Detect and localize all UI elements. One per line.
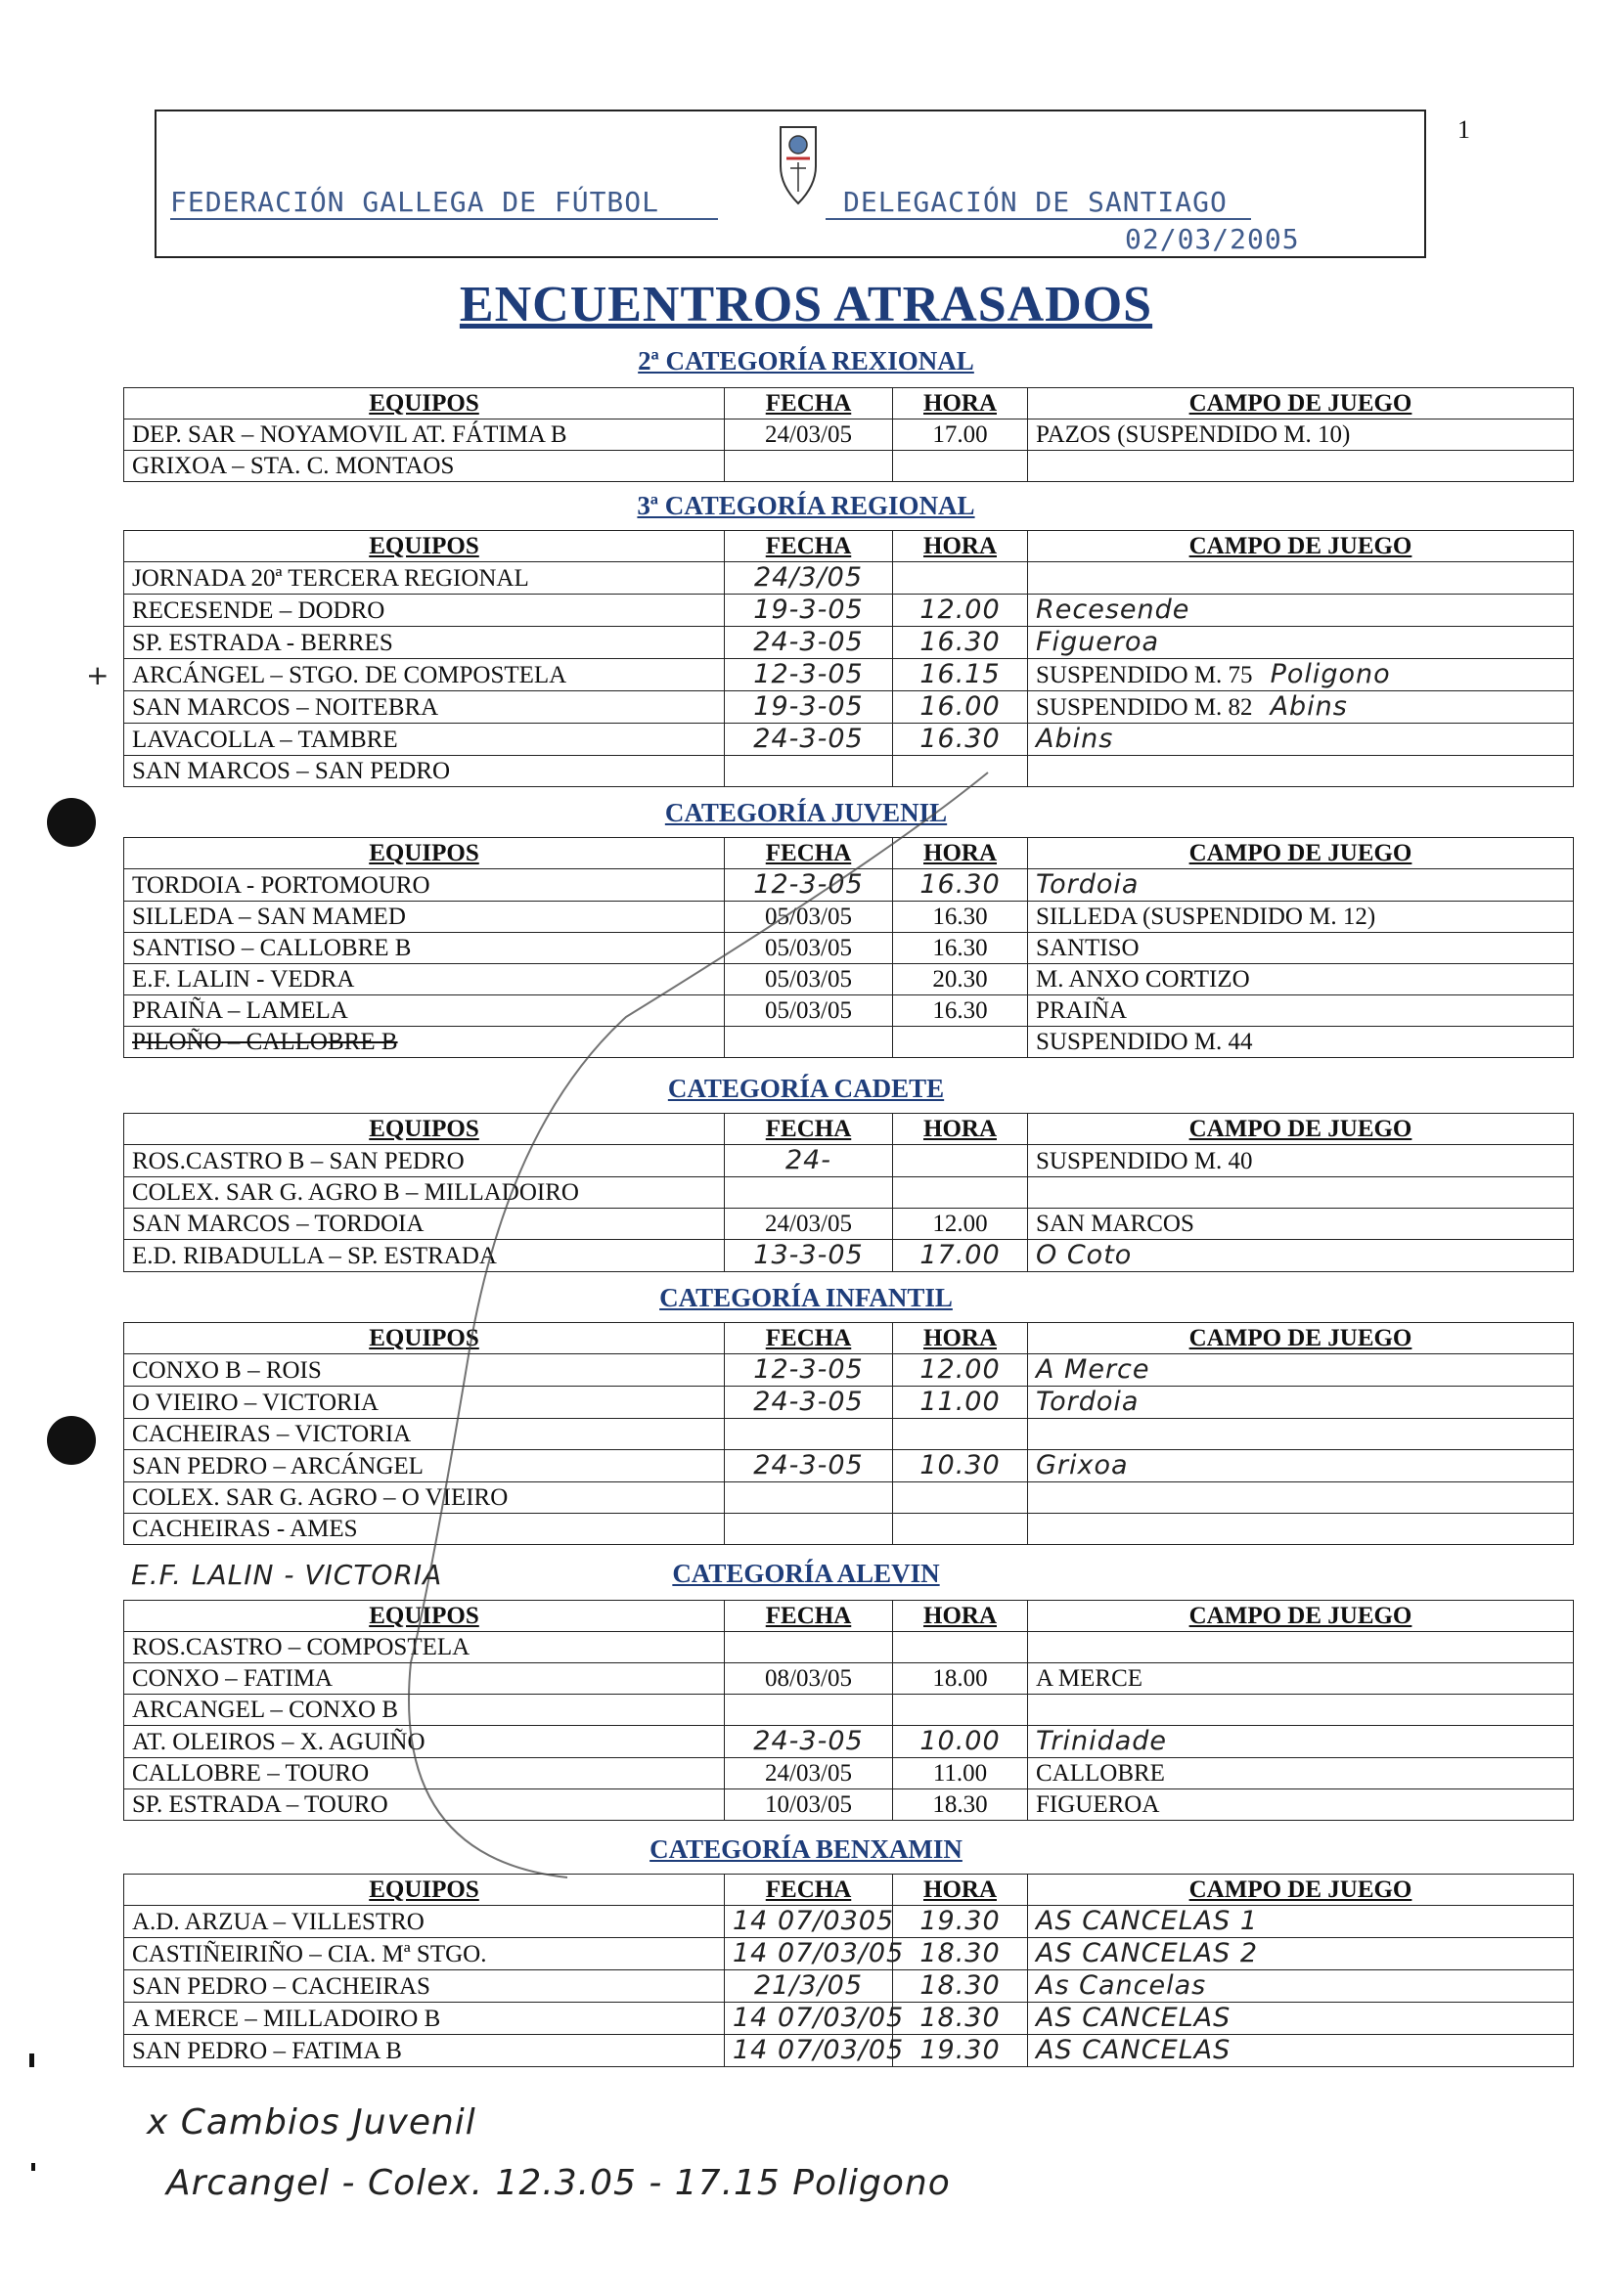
category-title: 2ª CATEGORÍA REXIONAL: [638, 346, 974, 375]
schedule-table: [123, 1113, 1574, 1272]
campo-text: SUSPENDIDO M. 75: [1036, 662, 1253, 688]
cell-hora: 11.00: [893, 1758, 1028, 1789]
handwritten-hora: 16.00: [919, 691, 1001, 722]
cell-fecha: [725, 1240, 893, 1272]
cell-fecha: 10/03/05: [725, 1789, 893, 1821]
table-row: [124, 1177, 1574, 1209]
cell-campo: [1028, 1387, 1574, 1419]
cell-fecha: [725, 1387, 893, 1419]
cell-equipos: GRIXOA – STA. C. MONTAOS: [124, 451, 725, 482]
cell-equipos: LAVACOLLA – TAMBRE: [124, 724, 725, 756]
handwritten-hora: 19.30: [919, 2035, 1001, 2065]
cell-campo: SANTISO: [1028, 933, 1574, 964]
col-fecha-header: FECHA: [725, 838, 893, 869]
cell-hora: [893, 1970, 1028, 2003]
handwritten-hora: 10.30: [919, 1450, 1001, 1480]
cell-equipos: CONXO – FATIMA: [124, 1663, 725, 1695]
table-row: [124, 691, 1574, 724]
col-campo-header: CAMPO DE JUEGO: [1028, 838, 1574, 869]
cell-equipos: SAN PEDRO – ARCÁNGEL: [124, 1450, 725, 1482]
cell-campo: [1028, 724, 1574, 756]
cell-hora: [893, 562, 1028, 595]
cell-hora: [893, 1027, 1028, 1058]
handwritten-campo: As Cancelas: [1036, 1970, 1207, 2001]
cell-campo: [1028, 691, 1574, 724]
cell-campo: [1028, 595, 1574, 627]
col-hora-header: HORA: [893, 838, 1028, 869]
handwritten-fecha: 24-3-05: [753, 1450, 864, 1480]
cell-equipos: ROS.CASTRO – COMPOSTELA: [124, 1632, 725, 1663]
cell-equipos: SAN MARCOS – TORDOIA: [124, 1209, 725, 1240]
cell-campo: M. ANXO CORTIZO: [1028, 964, 1574, 995]
col-equipos-header: EQUIPOS: [124, 838, 725, 869]
cell-campo: [1028, 1632, 1574, 1663]
cell-campo: [1028, 451, 1574, 482]
table-row: [124, 1726, 1574, 1758]
handwritten-campo: Abins: [1036, 724, 1114, 754]
col-equipos-header: EQUIPOS: [124, 1323, 725, 1354]
col-hora-header: HORA: [893, 1323, 1028, 1354]
category-title: CATEGORÍA BENXAMIN: [649, 1834, 963, 1864]
punch-hole: [47, 1416, 96, 1465]
table-header-row: [124, 1601, 1574, 1632]
handwritten-note: Poligono: [1270, 659, 1391, 689]
cell-equipos: SP. ESTRADA - BERRES: [124, 627, 725, 659]
cell-hora: 20.30: [893, 964, 1028, 995]
col-hora-header: HORA: [893, 1875, 1028, 1906]
cell-fecha: [725, 756, 893, 787]
cell-campo: CALLOBRE: [1028, 1758, 1574, 1789]
cell-fecha: [725, 1632, 893, 1663]
cell-equipos: SP. ESTRADA – TOURO: [124, 1789, 725, 1821]
cell-hora: 16.30: [893, 902, 1028, 933]
cell-campo: [1028, 1450, 1574, 1482]
handwritten-hora: 18.30: [919, 2003, 1001, 2033]
cell-hora: [893, 1482, 1028, 1514]
cell-hora: [893, 1938, 1028, 1970]
handwritten-fecha: 24-3-05: [753, 724, 864, 754]
cell-campo: [1028, 1938, 1574, 1970]
cell-fecha: 05/03/05: [725, 902, 893, 933]
cell-equipos: DEP. SAR – NOYAMOVIL AT. FÁTIMA B: [124, 419, 725, 451]
cell-campo: [1028, 1695, 1574, 1726]
cell-campo: A MERCE: [1028, 1663, 1574, 1695]
table-row: [124, 1632, 1574, 1663]
letterhead: [155, 110, 1426, 258]
cell-equipos: ROS.CASTRO B – SAN PEDRO: [124, 1145, 725, 1177]
cell-campo: [1028, 1482, 1574, 1514]
table-row: [124, 1354, 1574, 1387]
margin-tick: [29, 2053, 34, 2067]
col-campo-header: CAMPO DE JUEGO: [1028, 1323, 1574, 1354]
table-row: [124, 1758, 1574, 1789]
table-row: [124, 2035, 1574, 2067]
cell-equipos: O VIEIRO – VICTORIA: [124, 1387, 725, 1419]
handwritten-campo: AS CANCELAS: [1036, 2035, 1231, 2065]
table-row: [124, 933, 1574, 964]
cell-fecha: [725, 1145, 893, 1177]
category-title: CATEGORÍA INFANTIL: [659, 1283, 953, 1312]
schedule-table: [123, 1322, 1574, 1545]
cell-campo: [1028, 562, 1574, 595]
table-header-row: [124, 838, 1574, 869]
cell-hora: 18.00: [893, 1663, 1028, 1695]
handwritten-hora: 19.30: [919, 1906, 1001, 1936]
schedule-table: [123, 1600, 1574, 1821]
cell-campo: [1028, 1906, 1574, 1938]
handwritten-hora: 12.00: [919, 595, 1001, 625]
table-row: [124, 756, 1574, 787]
cell-campo: [1028, 627, 1574, 659]
col-hora-header: HORA: [893, 1114, 1028, 1145]
col-campo-header: CAMPO DE JUEGO: [1028, 1601, 1574, 1632]
table-row: [124, 964, 1574, 995]
table-row: [124, 724, 1574, 756]
cell-campo: [1028, 2035, 1574, 2067]
table-row: [124, 1027, 1574, 1058]
schedule-table: [123, 530, 1574, 787]
cell-fecha: [725, 1027, 893, 1058]
table-row: [124, 1450, 1574, 1482]
handwritten-hora: 11.00: [919, 1387, 1001, 1417]
cell-equipos: SAN PEDRO – FATIMA B: [124, 2035, 725, 2067]
handwritten-campo: A Merce: [1036, 1354, 1150, 1385]
handwritten-hora: 18.30: [919, 1970, 1001, 2001]
col-equipos-header: EQUIPOS: [124, 388, 725, 419]
cell-equipos: SAN PEDRO – CACHEIRAS: [124, 1970, 725, 2003]
cell-equipos: CASTIÑEIRIÑO – CIA. Mª STGO.: [124, 1938, 725, 1970]
col-hora-header: HORA: [893, 531, 1028, 562]
handwritten-campo: Grixoa: [1036, 1450, 1129, 1480]
cell-hora: [893, 595, 1028, 627]
cell-equipos: TORDOIA - PORTOMOURO: [124, 869, 725, 902]
cell-hora: 16.30: [893, 995, 1028, 1027]
cell-hora: [893, 2035, 1028, 2067]
col-campo-header: CAMPO DE JUEGO: [1028, 1114, 1574, 1145]
cell-hora: [893, 1419, 1028, 1450]
table-header-row: [124, 1114, 1574, 1145]
cell-campo: [1028, 2003, 1574, 2035]
col-campo-header: CAMPO DE JUEGO: [1028, 531, 1574, 562]
cell-hora: [893, 1177, 1028, 1209]
table-row: [124, 1970, 1574, 2003]
handwritten-fecha: 19-3-05: [753, 691, 864, 722]
handwritten-fecha: 12-3-05: [753, 659, 864, 689]
handwritten-campo: Trinidade: [1036, 1726, 1168, 1756]
cell-equipos: CACHEIRAS - AMES: [124, 1514, 725, 1545]
cell-equipos: COLEX. SAR G. AGRO B – MILLADOIRO: [124, 1177, 725, 1209]
cell-equipos: ARCANGEL – CONXO B: [124, 1695, 725, 1726]
table-row: [124, 902, 1574, 933]
cell-campo: [1028, 1970, 1574, 2003]
table-row: [124, 2003, 1574, 2035]
margin-tick: [31, 2163, 35, 2171]
cell-hora: [893, 1145, 1028, 1177]
cell-fecha: [725, 451, 893, 482]
cell-equipos: ARCÁNGEL – STGO. DE COMPOSTELA: [124, 659, 725, 691]
handwritten-hora: 12.00: [919, 1354, 1001, 1385]
handwritten-hora: 16.30: [919, 724, 1001, 754]
cell-fecha: [725, 627, 893, 659]
cell-fecha: 05/03/05: [725, 995, 893, 1027]
cell-fecha: [725, 1177, 893, 1209]
col-equipos-header: EQUIPOS: [124, 1114, 725, 1145]
schedule-table: [123, 387, 1574, 482]
table-header-row: [124, 531, 1574, 562]
table-row: [124, 1906, 1574, 1938]
delegation-name: DELEGACIÓN DE SANTIAGO: [826, 186, 1251, 220]
cell-equipos: PRAIÑA – LAMELA: [124, 995, 725, 1027]
col-campo-header: CAMPO DE JUEGO: [1028, 388, 1574, 419]
cell-hora: 17.00: [893, 419, 1028, 451]
cell-fecha: 05/03/05: [725, 933, 893, 964]
handwritten-fecha: 24-3-05: [753, 1387, 864, 1417]
cell-fecha: 24/03/05: [725, 1209, 893, 1240]
handwritten-campo: AS CANCELAS 1: [1036, 1906, 1259, 1936]
cell-campo: [1028, 869, 1574, 902]
table-row: [124, 1663, 1574, 1695]
table-header-row: [124, 388, 1574, 419]
footer-note-changes: x Cambios Juvenil: [147, 2102, 476, 2142]
table-row: [124, 451, 1574, 482]
cell-campo: [1028, 1177, 1574, 1209]
handwritten-campo: Recesende: [1036, 595, 1190, 625]
handwritten-campo: AS CANCELAS 2: [1036, 1938, 1259, 1968]
handwritten-note: Abins: [1270, 691, 1348, 722]
cell-hora: 12.00: [893, 1209, 1028, 1240]
cell-campo: [1028, 1726, 1574, 1758]
col-equipos-header: EQUIPOS: [124, 531, 725, 562]
handwritten-fecha: 14 07/03/05: [733, 2003, 905, 2033]
col-fecha-header: FECHA: [725, 531, 893, 562]
cell-equipos: SANTISO – CALLOBRE B: [124, 933, 725, 964]
cell-hora: [893, 691, 1028, 724]
cell-equipos: A.D. ARZUA – VILLESTRO: [124, 1906, 725, 1938]
cell-hora: [893, 1387, 1028, 1419]
col-fecha-header: FECHA: [725, 1323, 893, 1354]
table-row: [124, 1419, 1574, 1450]
cell-hora: 18.30: [893, 1789, 1028, 1821]
cell-fecha: [725, 562, 893, 595]
cell-equipos: E.D. RIBADULLA – SP. ESTRADA: [124, 1240, 725, 1272]
table-row: [124, 1482, 1574, 1514]
col-hora-header: HORA: [893, 388, 1028, 419]
cell-fecha: [725, 1726, 893, 1758]
col-equipos-header: EQUIPOS: [124, 1601, 725, 1632]
cell-hora: [893, 1240, 1028, 1272]
cell-fecha: [725, 1695, 893, 1726]
handwritten-campo: O Coto: [1036, 1240, 1133, 1270]
col-fecha-header: FECHA: [725, 388, 893, 419]
cell-fecha: [725, 595, 893, 627]
cell-fecha: [725, 1970, 893, 2003]
table-header-row: [124, 1323, 1574, 1354]
cell-campo: [1028, 1354, 1574, 1387]
handwritten-campo: AS CANCELAS: [1036, 2003, 1231, 2033]
cell-equipos: AT. OLEIROS – X. AGUIÑO: [124, 1726, 725, 1758]
cell-hora: [893, 659, 1028, 691]
col-hora-header: HORA: [893, 1601, 1028, 1632]
cell-fecha: [725, 2003, 905, 2035]
table-row: [124, 659, 1574, 691]
table-row: [124, 1240, 1574, 1272]
cell-hora: [893, 724, 1028, 756]
cell-fecha: [725, 1419, 893, 1450]
schedule-table: [123, 1874, 1574, 2067]
col-fecha-header: FECHA: [725, 1601, 893, 1632]
cell-fecha: [725, 659, 893, 691]
cell-fecha: 08/03/05: [725, 1663, 893, 1695]
handwritten-fecha: 14 07/03/05: [733, 2035, 905, 2065]
category-title: CATEGORÍA JUVENIL: [664, 798, 948, 827]
col-equipos-header: EQUIPOS: [124, 1875, 725, 1906]
margin-mark: +: [86, 659, 111, 691]
cell-fecha: 24/03/05: [725, 419, 893, 451]
table-row: [124, 562, 1574, 595]
cell-campo: PRAIÑA: [1028, 995, 1574, 1027]
cell-hora: [893, 1695, 1028, 1726]
handwritten-campo: Tordoia: [1036, 869, 1140, 900]
cell-campo: [1028, 756, 1574, 787]
table-row: [124, 595, 1574, 627]
cell-equipos: SAN MARCOS – NOITEBRA: [124, 691, 725, 724]
cell-fecha: [725, 1354, 893, 1387]
cell-hora: 16.30: [893, 933, 1028, 964]
cell-fecha: [725, 724, 893, 756]
handwritten-fecha: 12-3-05: [753, 1354, 864, 1385]
cell-campo: SILLEDA (SUSPENDIDO M. 12): [1028, 902, 1574, 933]
cell-campo: [1028, 659, 1574, 691]
handwritten-fecha: 21/3/05: [753, 1970, 864, 2001]
handwritten-hora: 16.15: [919, 659, 1001, 689]
cell-campo: SAN MARCOS: [1028, 1209, 1574, 1240]
table-row: [124, 869, 1574, 902]
table-row: [124, 1789, 1574, 1821]
handwritten-fecha: 24/3/05: [753, 562, 864, 593]
cell-campo: [1028, 1419, 1574, 1450]
category-title: 3ª CATEGORÍA REGIONAL: [637, 491, 975, 520]
handwritten-fecha: 14 07/0305: [733, 1906, 895, 1936]
cell-equipos: JORNADA 20ª TERCERA REGIONAL: [124, 562, 725, 595]
cell-hora: [893, 1354, 1028, 1387]
cell-equipos: SAN MARCOS – SAN PEDRO: [124, 756, 725, 787]
handwritten-fecha: 19-3-05: [753, 595, 864, 625]
cell-equipos: CONXO B – ROIS: [124, 1354, 725, 1387]
cell-fecha: [725, 1482, 893, 1514]
cell-hora: [893, 627, 1028, 659]
cell-hora: [893, 2003, 1028, 2035]
cell-fecha: [725, 1514, 893, 1545]
cell-campo: FIGUEROA: [1028, 1789, 1574, 1821]
campo-text: SUSPENDIDO M. 82: [1036, 694, 1253, 721]
cell-fecha: [725, 869, 893, 902]
cell-campo: PAZOS (SUSPENDIDO M. 10): [1028, 419, 1574, 451]
document-date: 02/03/2005: [1125, 223, 1300, 255]
cell-hora: [893, 1514, 1028, 1545]
cell-hora: [893, 1450, 1028, 1482]
handwritten-hora: 10.00: [919, 1726, 1001, 1756]
table-row: [124, 1145, 1574, 1177]
cell-hora: [893, 1906, 1028, 1938]
table-row: [124, 627, 1574, 659]
table-row: [124, 1514, 1574, 1545]
col-fecha-header: FECHA: [725, 1114, 893, 1145]
cell-equipos: COLEX. SAR G. AGRO – O VIEIRO: [124, 1482, 725, 1514]
handwritten-fecha: 14 07/03/05: [733, 1938, 905, 1968]
handwritten-fecha: 24-: [784, 1145, 832, 1175]
page-number: 1: [1457, 115, 1470, 144]
cell-fecha: 24/03/05: [725, 1758, 893, 1789]
cell-campo: [1028, 1240, 1574, 1272]
table-row: [124, 1938, 1574, 1970]
cell-hora: [893, 869, 1028, 902]
cell-equipos: E.F. LALIN - VEDRA: [124, 964, 725, 995]
handwritten-fecha: 13-3-05: [753, 1240, 864, 1270]
cell-campo: SUSPENDIDO M. 44: [1028, 1027, 1574, 1058]
federation-crest-icon: [777, 123, 820, 207]
page-title: ENCUENTROS ATRASADOS: [459, 277, 1153, 332]
cell-equipos: SILLEDA – SAN MAMED: [124, 902, 725, 933]
cell-fecha: [725, 1450, 893, 1482]
handwritten-fecha: 24-3-05: [753, 627, 864, 657]
cell-equipos: RECESENDE – DODRO: [124, 595, 725, 627]
handwritten-campo: Figueroa: [1036, 627, 1160, 657]
cell-hora: [893, 451, 1028, 482]
handwritten-campo: Tordoia: [1036, 1387, 1140, 1417]
cell-fecha: 05/03/05: [725, 964, 893, 995]
footer-note-match: Arcangel - Colex. 12.3.05 - 17.15 Poligono: [166, 2163, 951, 2203]
cell-hora: [893, 1632, 1028, 1663]
table-row: [124, 1209, 1574, 1240]
col-campo-header: CAMPO DE JUEGO: [1028, 1875, 1574, 1906]
category-title: CATEGORÍA CADETE: [667, 1074, 945, 1103]
cell-hora: [893, 1726, 1028, 1758]
cell-hora: [893, 756, 1028, 787]
handwritten-hora: 16.30: [919, 869, 1001, 900]
col-fecha-header: FECHA: [725, 1875, 893, 1906]
table-row: [124, 1387, 1574, 1419]
handwritten-extra-match: E.F. LALIN - VICTORIA: [131, 1559, 443, 1591]
handwritten-hora: 17.00: [919, 1240, 1001, 1270]
cell-equipos: CACHEIRAS – VICTORIA: [124, 1419, 725, 1450]
cell-fecha: [725, 691, 893, 724]
federation-name: FEDERACIÓN GALLEGA DE FÚTBOL: [170, 186, 718, 220]
category-title: CATEGORÍA ALEVIN: [672, 1559, 940, 1588]
handwritten-fecha: 24-3-05: [753, 1726, 864, 1756]
cell-equipos: CALLOBRE – TOURO: [124, 1758, 725, 1789]
cell-fecha: [725, 1906, 893, 1938]
cell-fecha: [725, 1938, 905, 1970]
table-row: [124, 995, 1574, 1027]
cell-campo: SUSPENDIDO M. 40: [1028, 1145, 1574, 1177]
table-header-row: [124, 1875, 1574, 1906]
table-row: [124, 1695, 1574, 1726]
cell-equipos: PILOÑO – CALLOBRE B: [124, 1027, 725, 1058]
cell-campo: [1028, 1514, 1574, 1545]
cell-fecha: [725, 2035, 905, 2067]
handwritten-hora: 18.30: [919, 1938, 1001, 1968]
schedule-table: [123, 837, 1574, 1058]
cell-equipos: A MERCE – MILLADOIRO B: [124, 2003, 725, 2035]
handwritten-fecha: 12-3-05: [753, 869, 864, 900]
handwritten-hora: 16.30: [919, 627, 1001, 657]
table-row: [124, 419, 1574, 451]
